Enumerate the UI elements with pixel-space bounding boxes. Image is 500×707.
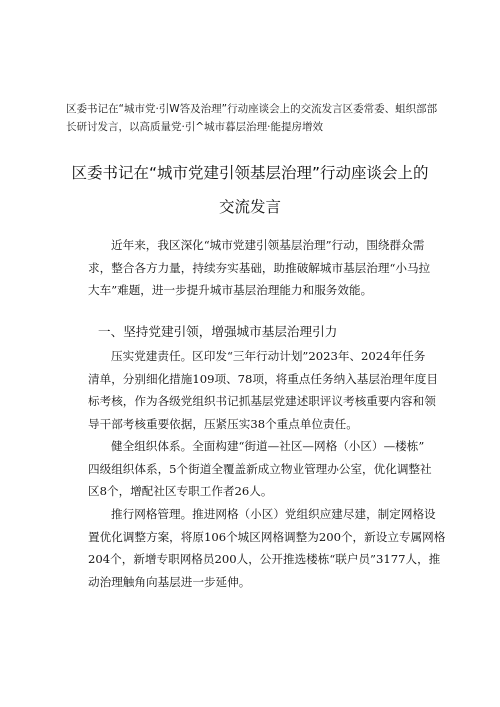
title-line: 交流发言 bbox=[218, 198, 281, 216]
paragraph-organization-system bbox=[88, 435, 434, 503]
header-note-line: 区委书记在“城市党·引W答及治理”行动座谈会上的交流发言区委常委、蛆织部部 bbox=[66, 103, 438, 115]
section-heading: 一、坚持党建引领，增强城市基层治理引力 bbox=[98, 324, 338, 339]
paragraph-line: 求，整合各方力量，持续夯实基础，助推破解城市基层治理“小马拉 bbox=[88, 260, 431, 275]
paragraph-line: 压实党建责任。区印发“三年行动计划”2023年、2024年任务 bbox=[111, 349, 426, 363]
paragraph-line: 导干部考核重要依据，压紧压实38个重点单位责任。 bbox=[88, 416, 358, 431]
paragraph-line: 区8个，增配社区专职工作者26人。 bbox=[88, 484, 273, 498]
paragraph-line: 近年来，我区深化“城市党建引领基层治理”行动，围绕群众需 bbox=[111, 238, 425, 252]
paragraph-line: 大车”难题，进一步提升城市基层治理能力和服务效能。 bbox=[88, 283, 373, 297]
paragraph-grid-management bbox=[88, 503, 446, 593]
document-title bbox=[66, 156, 434, 224]
paragraph-line: 204个，新增专职网格员200人，公开推选楼栋“联户员”3177人，推 bbox=[88, 552, 441, 566]
paragraph-line: 动治理触角向基层进一步延伸。 bbox=[88, 574, 251, 589]
title-line: 区委书记在“城市党建引领基层治理”行动座谈会上的 bbox=[71, 164, 429, 182]
paragraph-line: 四级组织体系，5个街道全覆盖新成立物业管理办公室，优化调整社 bbox=[88, 461, 432, 476]
header-note bbox=[66, 100, 446, 136]
paragraph-party-responsibility bbox=[88, 345, 438, 435]
intro-paragraph bbox=[88, 234, 434, 302]
paragraph-line: 置优化调整方案，将原106个城区网格调整为200个，新设立专属网格 bbox=[88, 529, 446, 544]
paragraph-line: 标考核，作为各级党组织书记抓基层党建述职评议考核重要内容和领 bbox=[88, 394, 436, 408]
header-note-line: 长研讨发言，以高质量党·引^城市暮层治理·能提房增效 bbox=[66, 121, 323, 133]
paragraph-line: 推行网格管理。推进网格（小区）党组织应建尽建，制定网格设 bbox=[111, 507, 436, 521]
paragraph-line: 清单，分别细化措施109项、78项，将重点任务纳入基层治理年度目 bbox=[88, 371, 438, 386]
paragraph-line: 健全组织体系。全面构建“街道—社区—网格（小区）—楼栋” bbox=[111, 439, 425, 453]
